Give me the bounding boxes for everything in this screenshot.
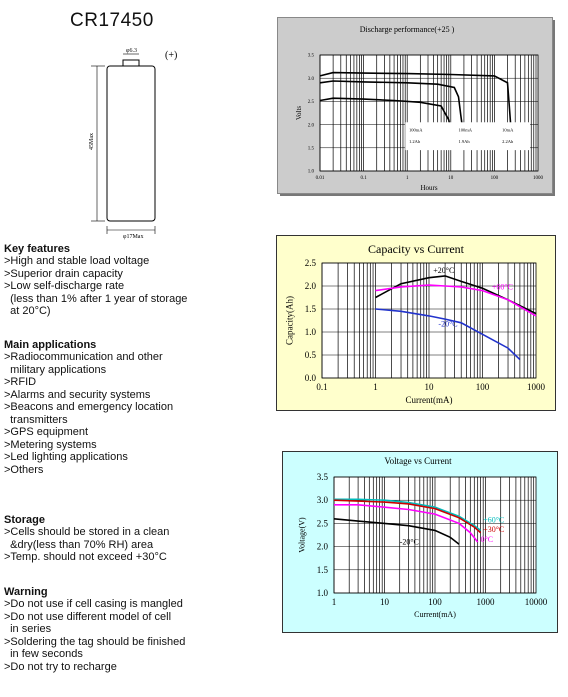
series-label: +20°C [433,266,455,276]
series-label: -20°C [399,537,419,547]
y-tick-label: 2.5 [316,518,328,529]
series-label: +60°C [483,515,505,525]
x-tick-label: 1 [373,382,378,392]
discharge-performance-chart [277,17,556,197]
series-label: -20°C [438,319,458,329]
series-label: +30°C [483,524,505,534]
x-axis-label: Current(mA) [414,610,456,619]
y-tick-label: 3.5 [316,472,328,482]
y-axis-label: Capacity(Ah) [284,296,295,345]
section-line: >Radiocommunication and other [4,351,163,363]
x-tick-label: 100 [428,597,442,607]
section-line: >Cells should be stored in a clean [4,526,170,538]
section-line: >RFID [4,376,37,388]
section-line: >GPS equipment [4,426,89,438]
y-tick-label: 3.0 [307,76,314,82]
y-axis-label: Volts [295,105,303,121]
y-tick-label: 2.0 [304,281,316,291]
chart-title: Capacity vs Current [368,242,464,256]
y-tick-label: 0.5 [304,350,316,360]
x-tick-label: 1000 [527,382,545,392]
section-line: in few seconds [4,648,83,660]
section-line: >Others [4,463,44,476]
y-tick-label: 2.0 [316,541,328,552]
x-tick-label: 10000 [524,597,548,607]
x-tick-label: 1 [405,176,409,181]
main-applications-section [4,339,264,476]
dim-height-label: 45Max [89,133,95,150]
section-title: Main applications [4,339,97,351]
legend-capacity: 1.2Ah [409,139,421,145]
chart-title: Voltage vs Current [384,456,452,466]
y-tick-label: 1.5 [316,564,328,575]
legend-background [405,122,530,150]
section-title: Warning [4,586,48,598]
section-line: >Soldering the tag should be finished [4,635,186,648]
capacity-vs-current-chart [276,235,556,411]
section-title: Storage [4,514,45,526]
legend-current: 100mA [458,127,472,133]
polarity-label: (+) [165,50,178,61]
series-label: +60°C [491,282,513,292]
x-tick-label: 100 [475,382,490,392]
section-line: >Do not use different model of cell [4,610,172,623]
section-title: Key features [4,243,71,255]
model-title: CR17450 [70,10,154,31]
y-tick-label: 3.0 [316,495,328,506]
x-axis-label: Current(mA) [405,395,453,405]
series-label: 0°C [480,534,494,544]
y-tick-label: 1.0 [316,588,328,598]
y-tick-label: 0.0 [304,373,316,383]
y-tick-label: 2.0 [307,123,314,129]
x-tick-label: 0.1 [360,176,367,181]
cell-dimension-drawing [75,40,185,240]
y-tick-label: 1.0 [304,327,316,337]
y-tick-label: 1.5 [304,304,316,314]
x-tick-label: 1 [331,597,337,607]
section-line: &dry(less than 70% RH) area [4,538,154,551]
x-axis-label: Hours [420,184,438,192]
section-line: at 20°C) [4,305,51,317]
x-tick-label: 10 [380,597,389,607]
y-tick-label: 2.5 [304,258,316,268]
storage-section [4,514,264,564]
chart-title: Discharge performance(+25 ) [359,25,455,34]
x-tick-label: 1000 [476,597,495,607]
section-line: >Metering systems [4,438,97,451]
section-line: >Do not try to recharge [4,660,117,673]
y-tick-label: 1.5 [307,146,314,152]
section-line: >High and stable load voltage [4,255,150,267]
section-line: (less than 1% after 1 year of storage [4,292,188,305]
dim-diameter-label: φ17Max [123,234,144,240]
section-line: transmitters [4,413,68,426]
x-tick-label: 1000 [533,176,543,181]
legend-capacity: 2.2Ah [502,139,514,145]
section-line: >Led lighting applications [4,451,128,463]
voltage-vs-current-chart [282,451,558,633]
y-axis-label: Voltage(V) [297,517,307,553]
x-tick-label: 10 [424,382,434,392]
x-tick-label: 0.01 [315,176,325,181]
dim-top-label: φ6.3 [126,48,137,54]
legend-current: 10mA [502,127,514,133]
section-line: >Do not use if cell casing is mangled [4,598,183,610]
y-tick-label: 3.5 [307,53,314,59]
section-line: >Alarms and security systems [4,388,151,401]
section-line: >Temp. should not exceed +30°C [4,551,167,563]
section-line: military applications [4,363,107,376]
y-tick-label: 2.5 [307,100,314,106]
legend-capacity: 1.9Ah [458,139,470,145]
legend-current: 100mA [409,127,423,133]
section-line: in series [4,623,52,635]
legend-box [405,122,530,150]
x-tick-label: 10 [448,176,454,181]
y-tick-label: 1.0 [307,169,314,175]
battery-outline [107,60,155,221]
section-line: >Beacons and emergency location [4,401,174,413]
warning-section [4,586,264,673]
section-line: >Superior drain capacity [4,267,123,280]
section-line: >Low self-discharge rate [4,280,125,292]
x-tick-label: 100 [490,176,499,181]
key-features-section [4,243,264,318]
x-tick-label: 0.1 [316,382,328,392]
